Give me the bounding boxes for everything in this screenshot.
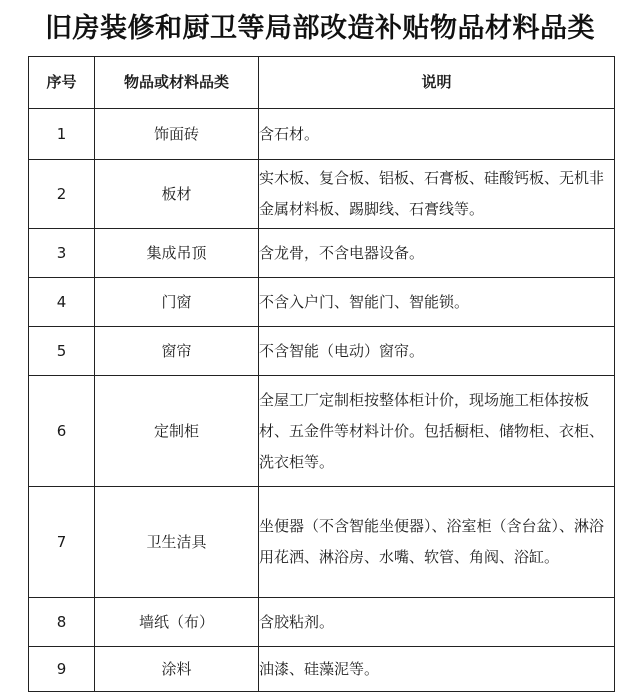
- row-description: 实木板、复合板、铝板、石膏板、硅酸钙板、无机非金属材料板、踢脚线、石膏线等。: [259, 160, 615, 229]
- row-number: 9: [29, 647, 95, 692]
- header-category: 物品或材料品类: [95, 57, 259, 109]
- header-number: 序号: [29, 57, 95, 109]
- table-row: [29, 598, 615, 647]
- table-header-row: [29, 57, 615, 109]
- row-number: 3: [29, 229, 95, 278]
- table-row: [29, 487, 615, 598]
- row-category: 饰面砖: [95, 109, 259, 160]
- row-number: 7: [29, 487, 95, 598]
- row-number: 4: [29, 278, 95, 327]
- row-category: 集成吊顶: [95, 229, 259, 278]
- row-category: 墙纸（布）: [95, 598, 259, 647]
- row-description: 不含入户门、智能门、智能锁。: [259, 278, 615, 327]
- table-row: [29, 278, 615, 327]
- row-category: 板材: [95, 160, 259, 229]
- table-row: [29, 376, 615, 487]
- row-description: 全屋工厂定制柜按整体柜计价，现场施工柜体按板材、五金件等材料计价。包括橱柜、储物柜、衣柜、洗衣柜等。: [259, 376, 615, 487]
- row-description: 油漆、硅藻泥等。: [259, 647, 615, 692]
- row-description: 不含智能（电动）窗帘。: [259, 327, 615, 376]
- row-category: 卫生洁具: [95, 487, 259, 598]
- row-category: 窗帘: [95, 327, 259, 376]
- row-description: 含胶粘剂。: [259, 598, 615, 647]
- table-row: [29, 109, 615, 160]
- row-description: 坐便器（不含智能坐便器）、浴室柜（含台盆）、淋浴用花洒、淋浴房、水嘴、软管、角阀、浴缸。: [259, 487, 615, 598]
- table-row: [29, 229, 615, 278]
- row-description: 含石材。: [259, 109, 615, 160]
- table-row: [29, 327, 615, 376]
- table-row: [29, 647, 615, 692]
- subsidy-items-table: [28, 56, 615, 692]
- row-number: 2: [29, 160, 95, 229]
- table-row: [29, 160, 615, 229]
- document-title: 旧房装修和厨卫等局部改造补贴物品材料品类: [45, 13, 595, 44]
- row-number: 8: [29, 598, 95, 647]
- header-description: 说明: [259, 57, 615, 109]
- row-description: 含龙骨，不含电器设备。: [259, 229, 615, 278]
- row-category: 定制柜: [95, 376, 259, 487]
- row-number: 6: [29, 376, 95, 487]
- row-category: 涂料: [95, 647, 259, 692]
- row-number: 1: [29, 109, 95, 160]
- row-category: 门窗: [95, 278, 259, 327]
- row-number: 5: [29, 327, 95, 376]
